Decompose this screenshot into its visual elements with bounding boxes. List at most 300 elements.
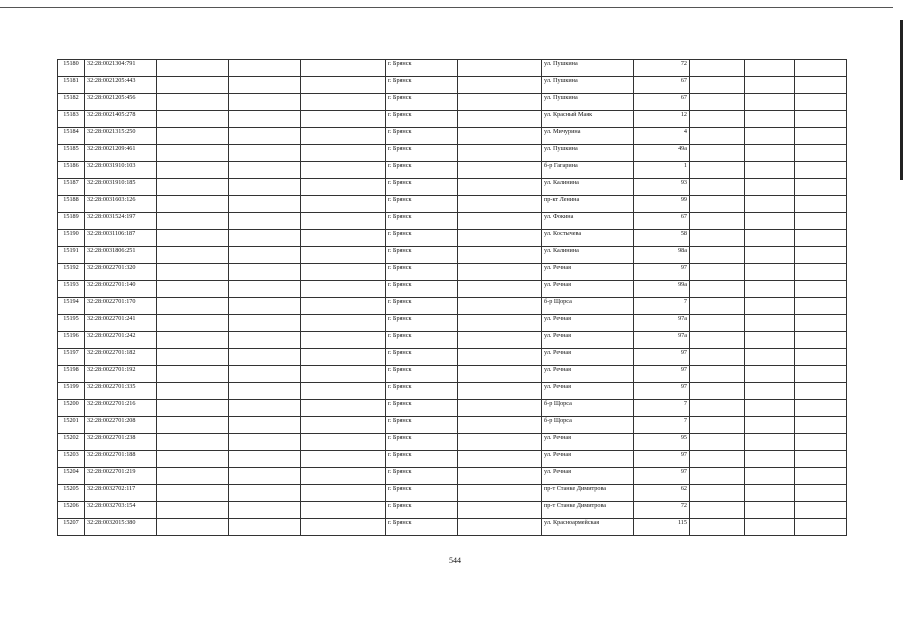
street-cell: ул. Речная xyxy=(542,434,634,451)
empty-cell xyxy=(795,451,847,468)
empty-cell xyxy=(229,434,301,451)
city-cell: г. Брянск xyxy=(386,298,458,315)
empty-cell xyxy=(795,519,847,536)
table-row xyxy=(58,230,847,247)
cadastral-number-cell: 32:28:0022701:170 xyxy=(85,298,157,315)
empty-cell xyxy=(229,94,301,111)
empty-cell xyxy=(229,196,301,213)
city-cell: г. Брянск xyxy=(386,77,458,94)
empty-cell xyxy=(745,349,795,366)
empty-cell xyxy=(157,366,229,383)
cadastral-number-cell: 32:28:0021209:461 xyxy=(85,145,157,162)
empty-cell xyxy=(745,128,795,145)
empty-cell xyxy=(690,94,745,111)
house-number-cell: 7 xyxy=(634,400,690,417)
table-row xyxy=(58,298,847,315)
empty-cell xyxy=(229,451,301,468)
empty-cell xyxy=(690,111,745,128)
empty-cell xyxy=(745,111,795,128)
empty-cell xyxy=(690,451,745,468)
empty-cell xyxy=(690,247,745,264)
house-number-cell: 97 xyxy=(634,366,690,383)
empty-cell xyxy=(745,179,795,196)
empty-cell xyxy=(458,502,542,519)
cadastral-number-cell: 32:28:0031603:126 xyxy=(85,196,157,213)
empty-cell xyxy=(301,230,386,247)
empty-cell xyxy=(301,451,386,468)
empty-cell xyxy=(157,417,229,434)
row-number-cell: 15197 xyxy=(58,349,85,366)
table-row xyxy=(58,264,847,281)
street-cell: б-р Щорса xyxy=(542,400,634,417)
empty-cell xyxy=(301,298,386,315)
cadastral-number-cell: 32:28:0022701:182 xyxy=(85,349,157,366)
empty-cell xyxy=(157,468,229,485)
empty-cell xyxy=(157,451,229,468)
city-cell: г. Брянск xyxy=(386,519,458,536)
empty-cell xyxy=(301,332,386,349)
row-number-cell: 15200 xyxy=(58,400,85,417)
empty-cell xyxy=(301,77,386,94)
street-cell: ул. Калинина xyxy=(542,247,634,264)
empty-cell xyxy=(690,179,745,196)
empty-cell xyxy=(795,434,847,451)
cadastral-number-cell: 32:28:0032702:117 xyxy=(85,485,157,502)
empty-cell xyxy=(458,332,542,349)
empty-cell xyxy=(690,162,745,179)
city-cell: г. Брянск xyxy=(386,94,458,111)
cadastral-number-cell: 32:28:0031806:251 xyxy=(85,247,157,264)
empty-cell xyxy=(690,315,745,332)
house-number-cell: 99а xyxy=(634,281,690,298)
house-number-cell: 58 xyxy=(634,230,690,247)
table-row xyxy=(58,94,847,111)
table-row xyxy=(58,434,847,451)
row-number-cell: 15206 xyxy=(58,502,85,519)
empty-cell xyxy=(301,111,386,128)
street-cell: пр-т Станке Димитрова xyxy=(542,502,634,519)
empty-cell xyxy=(458,111,542,128)
house-number-cell: 12 xyxy=(634,111,690,128)
row-number-cell: 15204 xyxy=(58,468,85,485)
page-number: 544 xyxy=(449,556,461,565)
empty-cell xyxy=(795,162,847,179)
street-cell: ул. Пушкина xyxy=(542,94,634,111)
city-cell: г. Брянск xyxy=(386,315,458,332)
empty-cell xyxy=(795,468,847,485)
empty-cell xyxy=(795,94,847,111)
empty-cell xyxy=(458,145,542,162)
empty-cell xyxy=(745,298,795,315)
empty-cell xyxy=(795,383,847,400)
table-row xyxy=(58,332,847,349)
table-row xyxy=(58,60,847,77)
empty-cell xyxy=(301,179,386,196)
street-cell: ул. Пушкина xyxy=(542,60,634,77)
table-row xyxy=(58,451,847,468)
empty-cell xyxy=(795,315,847,332)
empty-cell xyxy=(795,145,847,162)
empty-cell xyxy=(301,196,386,213)
empty-cell xyxy=(229,502,301,519)
empty-cell xyxy=(458,247,542,264)
house-number-cell: 115 xyxy=(634,519,690,536)
table-row xyxy=(58,349,847,366)
house-number-cell: 1 xyxy=(634,162,690,179)
house-number-cell: 93 xyxy=(634,179,690,196)
empty-cell xyxy=(229,417,301,434)
house-number-cell: 49а xyxy=(634,145,690,162)
empty-cell xyxy=(229,349,301,366)
empty-cell xyxy=(301,383,386,400)
cadastral-number-cell: 32:28:0021304:791 xyxy=(85,60,157,77)
row-number-cell: 15194 xyxy=(58,298,85,315)
empty-cell xyxy=(157,213,229,230)
table-row xyxy=(58,519,847,536)
street-cell: ул. Красноармейская xyxy=(542,519,634,536)
empty-cell xyxy=(157,230,229,247)
empty-cell xyxy=(157,247,229,264)
empty-cell xyxy=(458,162,542,179)
empty-cell xyxy=(745,468,795,485)
street-cell: ул. Речная xyxy=(542,264,634,281)
empty-cell xyxy=(795,332,847,349)
empty-cell xyxy=(745,196,795,213)
empty-cell xyxy=(795,349,847,366)
empty-cell xyxy=(157,315,229,332)
empty-cell xyxy=(458,400,542,417)
street-cell: б-р Гагарина xyxy=(542,162,634,179)
city-cell: г. Брянск xyxy=(386,349,458,366)
empty-cell xyxy=(795,417,847,434)
city-cell: г. Брянск xyxy=(386,502,458,519)
city-cell: г. Брянск xyxy=(386,417,458,434)
empty-cell xyxy=(795,400,847,417)
empty-cell xyxy=(745,60,795,77)
empty-cell xyxy=(229,298,301,315)
empty-cell xyxy=(157,94,229,111)
empty-cell xyxy=(795,128,847,145)
row-number-cell: 15191 xyxy=(58,247,85,264)
city-cell: г. Брянск xyxy=(386,230,458,247)
row-number-cell: 15196 xyxy=(58,332,85,349)
cadastral-number-cell: 32:28:0031910:185 xyxy=(85,179,157,196)
empty-cell xyxy=(458,264,542,281)
empty-cell xyxy=(229,281,301,298)
empty-cell xyxy=(795,485,847,502)
empty-cell xyxy=(229,213,301,230)
empty-cell xyxy=(301,349,386,366)
row-number-cell: 15201 xyxy=(58,417,85,434)
empty-cell xyxy=(690,417,745,434)
table-row xyxy=(58,502,847,519)
empty-cell xyxy=(229,179,301,196)
house-number-cell: 97 xyxy=(634,468,690,485)
street-cell: ул. Мичурина xyxy=(542,128,634,145)
empty-cell xyxy=(157,60,229,77)
empty-cell xyxy=(745,451,795,468)
table-body xyxy=(58,60,847,536)
empty-cell xyxy=(745,162,795,179)
empty-cell xyxy=(301,94,386,111)
street-cell: пр-т Станке Димитрова xyxy=(542,485,634,502)
empty-cell xyxy=(229,519,301,536)
cadastral-number-cell: 32:28:0022701:238 xyxy=(85,434,157,451)
table-row xyxy=(58,366,847,383)
empty-cell xyxy=(795,298,847,315)
empty-cell xyxy=(745,400,795,417)
empty-cell xyxy=(301,519,386,536)
city-cell: г. Брянск xyxy=(386,332,458,349)
empty-cell xyxy=(229,485,301,502)
empty-cell xyxy=(745,485,795,502)
row-number-cell: 15202 xyxy=(58,434,85,451)
row-number-cell: 15207 xyxy=(58,519,85,536)
empty-cell xyxy=(795,281,847,298)
row-number-cell: 15188 xyxy=(58,196,85,213)
empty-cell xyxy=(458,519,542,536)
empty-cell xyxy=(745,417,795,434)
house-number-cell: 98а xyxy=(634,247,690,264)
empty-cell xyxy=(458,451,542,468)
street-cell: ул. Речная xyxy=(542,281,634,298)
empty-cell xyxy=(745,94,795,111)
empty-cell xyxy=(229,247,301,264)
table-row xyxy=(58,315,847,332)
empty-cell xyxy=(157,502,229,519)
cadastral-number-cell: 32:28:0022701:219 xyxy=(85,468,157,485)
city-cell: г. Брянск xyxy=(386,162,458,179)
house-number-cell: 62 xyxy=(634,485,690,502)
empty-cell xyxy=(229,315,301,332)
street-cell: ул. Речная xyxy=(542,451,634,468)
empty-cell xyxy=(795,213,847,230)
city-cell: г. Брянск xyxy=(386,383,458,400)
empty-cell xyxy=(690,468,745,485)
row-number-cell: 15180 xyxy=(58,60,85,77)
empty-cell xyxy=(301,213,386,230)
table-row xyxy=(58,485,847,502)
empty-cell xyxy=(301,485,386,502)
house-number-cell: 97а xyxy=(634,332,690,349)
empty-cell xyxy=(690,145,745,162)
row-number-cell: 15193 xyxy=(58,281,85,298)
row-number-cell: 15189 xyxy=(58,213,85,230)
street-cell: б-р Щорса xyxy=(542,417,634,434)
empty-cell xyxy=(157,145,229,162)
row-number-cell: 15190 xyxy=(58,230,85,247)
empty-cell xyxy=(458,196,542,213)
city-cell: г. Брянск xyxy=(386,247,458,264)
street-cell: ул. Речная xyxy=(542,468,634,485)
empty-cell xyxy=(157,298,229,315)
scan-top-edge-line xyxy=(0,7,893,8)
empty-cell xyxy=(690,128,745,145)
house-number-cell: 7 xyxy=(634,298,690,315)
house-number-cell: 97 xyxy=(634,383,690,400)
empty-cell xyxy=(301,281,386,298)
empty-cell xyxy=(795,179,847,196)
house-number-cell: 72 xyxy=(634,502,690,519)
cadastral-number-cell: 32:28:0031910:103 xyxy=(85,162,157,179)
empty-cell xyxy=(690,349,745,366)
empty-cell xyxy=(795,247,847,264)
table-row xyxy=(58,77,847,94)
cadastral-number-cell: 32:28:0021315:250 xyxy=(85,128,157,145)
empty-cell xyxy=(157,485,229,502)
row-number-cell: 15184 xyxy=(58,128,85,145)
empty-cell xyxy=(157,434,229,451)
empty-cell xyxy=(157,281,229,298)
empty-cell xyxy=(458,94,542,111)
empty-cell xyxy=(690,77,745,94)
empty-cell xyxy=(157,519,229,536)
empty-cell xyxy=(229,230,301,247)
empty-cell xyxy=(690,298,745,315)
table-row xyxy=(58,417,847,434)
row-number-cell: 15205 xyxy=(58,485,85,502)
empty-cell xyxy=(458,298,542,315)
empty-cell xyxy=(745,145,795,162)
street-cell: ул. Пушкина xyxy=(542,145,634,162)
cadastral-number-cell: 32:28:0022701:216 xyxy=(85,400,157,417)
empty-cell xyxy=(157,400,229,417)
empty-cell xyxy=(157,264,229,281)
empty-cell xyxy=(157,162,229,179)
row-number-cell: 15195 xyxy=(58,315,85,332)
street-cell: ул. Пушкина xyxy=(542,77,634,94)
empty-cell xyxy=(458,349,542,366)
empty-cell xyxy=(301,468,386,485)
city-cell: г. Брянск xyxy=(386,281,458,298)
empty-cell xyxy=(690,366,745,383)
empty-cell xyxy=(301,434,386,451)
empty-cell xyxy=(458,281,542,298)
house-number-cell: 4 xyxy=(634,128,690,145)
empty-cell xyxy=(301,247,386,264)
city-cell: г. Брянск xyxy=(386,213,458,230)
cadastral-number-cell: 32:28:0022701:320 xyxy=(85,264,157,281)
empty-cell xyxy=(458,383,542,400)
empty-cell xyxy=(301,162,386,179)
empty-cell xyxy=(301,60,386,77)
city-cell: г. Брянск xyxy=(386,128,458,145)
empty-cell xyxy=(745,264,795,281)
empty-cell xyxy=(690,434,745,451)
house-number-cell: 67 xyxy=(634,94,690,111)
empty-cell xyxy=(301,264,386,281)
empty-cell xyxy=(458,128,542,145)
empty-cell xyxy=(690,485,745,502)
empty-cell xyxy=(745,230,795,247)
row-number-cell: 15192 xyxy=(58,264,85,281)
city-cell: г. Брянск xyxy=(386,60,458,77)
street-cell: ул. Речная xyxy=(542,332,634,349)
city-cell: г. Брянск xyxy=(386,366,458,383)
house-number-cell: 97а xyxy=(634,315,690,332)
cadastral-number-cell: 32:28:0022701:140 xyxy=(85,281,157,298)
empty-cell xyxy=(229,332,301,349)
empty-cell xyxy=(458,179,542,196)
house-number-cell: 97 xyxy=(634,451,690,468)
empty-cell xyxy=(157,332,229,349)
street-cell: пр-кт Ленина xyxy=(542,196,634,213)
empty-cell xyxy=(229,145,301,162)
empty-cell xyxy=(301,145,386,162)
empty-cell xyxy=(458,366,542,383)
cadastral-number-cell: 32:28:0031524:197 xyxy=(85,213,157,230)
street-cell: ул. Красный Маяк xyxy=(542,111,634,128)
empty-cell xyxy=(745,366,795,383)
empty-cell xyxy=(458,417,542,434)
row-number-cell: 15186 xyxy=(58,162,85,179)
empty-cell xyxy=(745,281,795,298)
empty-cell xyxy=(157,349,229,366)
city-cell: г. Брянск xyxy=(386,264,458,281)
cadastral-number-cell: 32:28:0022701:192 xyxy=(85,366,157,383)
empty-cell xyxy=(690,60,745,77)
scan-right-edge-mark xyxy=(900,20,903,180)
table-row xyxy=(58,162,847,179)
row-number-cell: 15198 xyxy=(58,366,85,383)
empty-cell xyxy=(157,196,229,213)
empty-cell xyxy=(157,111,229,128)
cadastral-number-cell: 32:28:0022701:208 xyxy=(85,417,157,434)
street-cell: ул. Костычева xyxy=(542,230,634,247)
row-number-cell: 15183 xyxy=(58,111,85,128)
house-number-cell: 67 xyxy=(634,77,690,94)
empty-cell xyxy=(458,315,542,332)
empty-cell xyxy=(745,213,795,230)
city-cell: г. Брянск xyxy=(386,468,458,485)
house-number-cell: 99 xyxy=(634,196,690,213)
empty-cell xyxy=(745,247,795,264)
empty-cell xyxy=(458,485,542,502)
empty-cell xyxy=(745,332,795,349)
empty-cell xyxy=(157,383,229,400)
city-cell: г. Брянск xyxy=(386,196,458,213)
table-row xyxy=(58,383,847,400)
empty-cell xyxy=(229,468,301,485)
cadastral-number-cell: 32:28:0021205:443 xyxy=(85,77,157,94)
row-number-cell: 15181 xyxy=(58,77,85,94)
row-number-cell: 15199 xyxy=(58,383,85,400)
empty-cell xyxy=(690,400,745,417)
empty-cell xyxy=(795,60,847,77)
empty-cell xyxy=(301,366,386,383)
row-number-cell: 15185 xyxy=(58,145,85,162)
street-cell: ул. Речная xyxy=(542,366,634,383)
cadastral-number-cell: 32:28:0022701:335 xyxy=(85,383,157,400)
house-number-cell: 95 xyxy=(634,434,690,451)
cadastral-number-cell: 32:28:0022701:188 xyxy=(85,451,157,468)
empty-cell xyxy=(229,366,301,383)
table-row xyxy=(58,179,847,196)
empty-cell xyxy=(795,230,847,247)
cadastral-number-cell: 32:28:0021205:456 xyxy=(85,94,157,111)
table-row xyxy=(58,196,847,213)
house-number-cell: 7 xyxy=(634,417,690,434)
city-cell: г. Брянск xyxy=(386,485,458,502)
row-number-cell: 15182 xyxy=(58,94,85,111)
empty-cell xyxy=(795,264,847,281)
empty-cell xyxy=(301,400,386,417)
table-row xyxy=(58,247,847,264)
empty-cell xyxy=(795,77,847,94)
empty-cell xyxy=(301,417,386,434)
city-cell: г. Брянск xyxy=(386,400,458,417)
empty-cell xyxy=(690,264,745,281)
